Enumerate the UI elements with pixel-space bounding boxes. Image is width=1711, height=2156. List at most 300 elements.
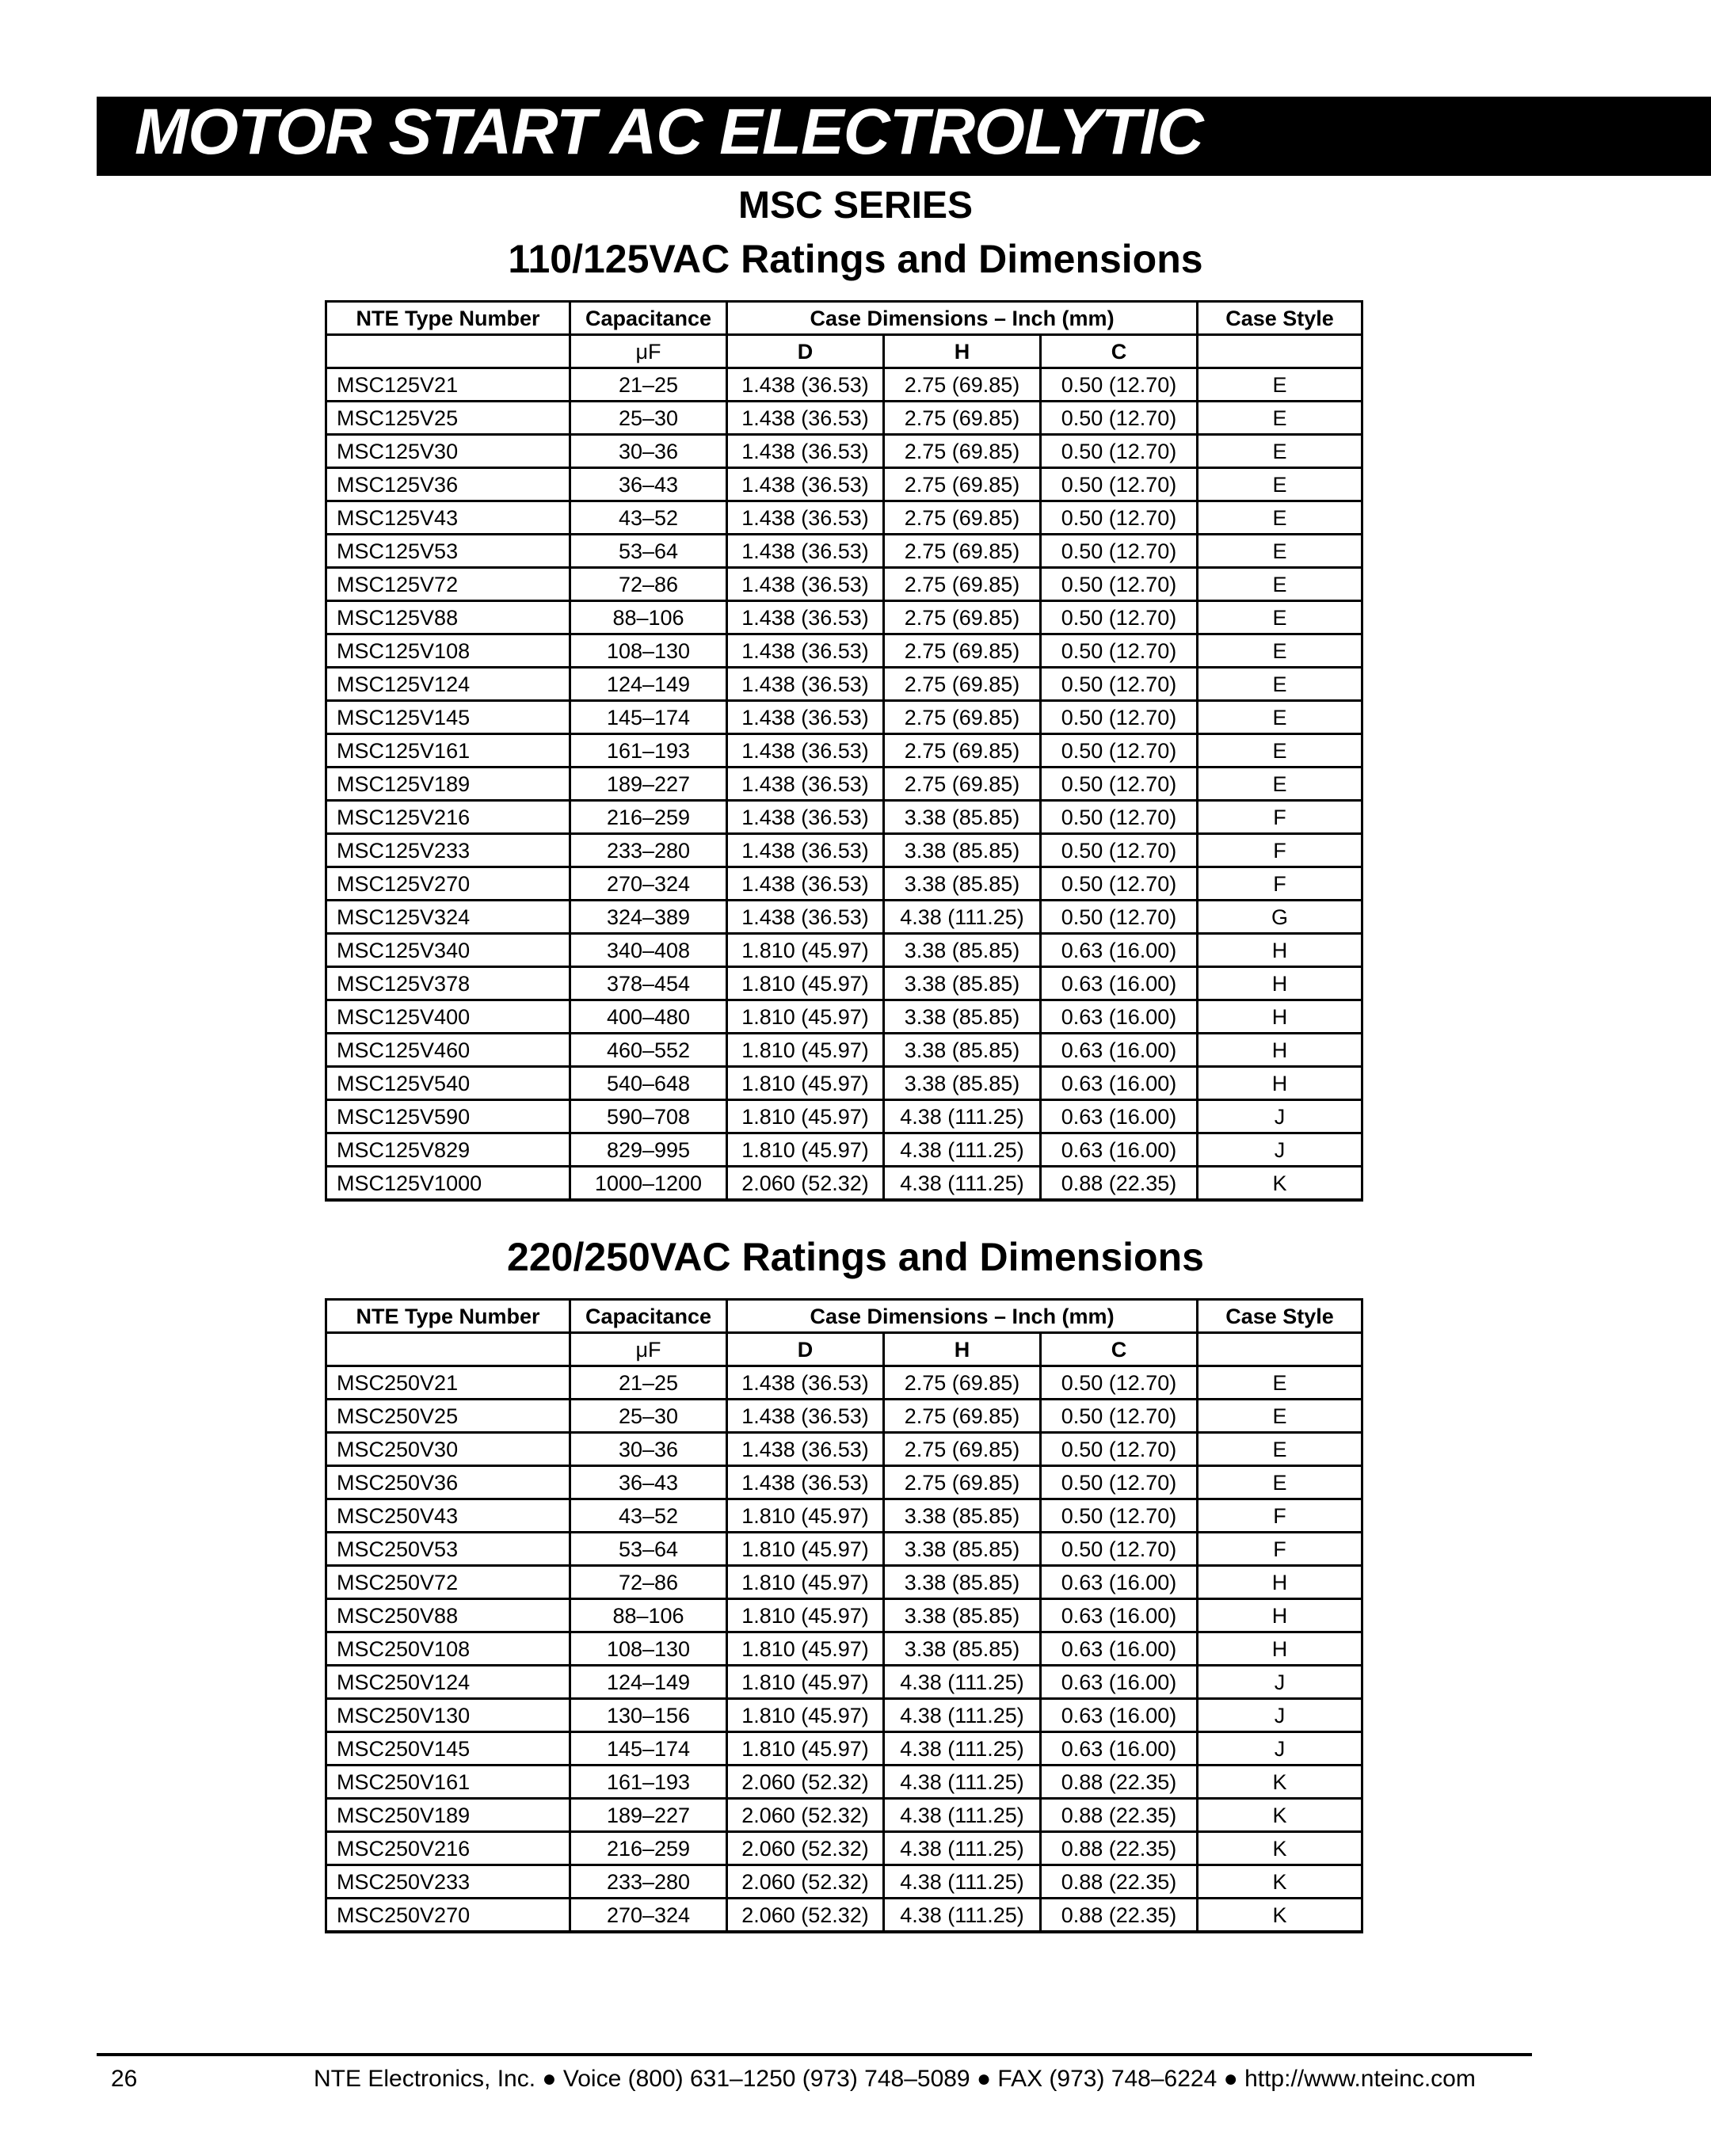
cell-d: 1.438 (36.53) (727, 402, 884, 435)
cell-h: 4.38 (111.25) (884, 901, 1041, 934)
cell-type-number: MSC125V124 (326, 668, 570, 701)
cell-capacitance: 145–174 (570, 701, 727, 734)
cell-type-number: MSC125V53 (326, 535, 570, 568)
table-row (326, 468, 1362, 501)
cell-d: 1.810 (45.97) (727, 1533, 884, 1566)
cell-h: 2.75 (69.85) (884, 468, 1041, 501)
cell-type-number: MSC250V216 (326, 1832, 570, 1865)
cell-d: 1.810 (45.97) (727, 1499, 884, 1533)
footer-contact: NTE Electronics, Inc. ● Voice (800) 631–1250 (973) 748–5089 ● FAX (973) 748–6224 ● http://www.nteinc.com (314, 2066, 1476, 2092)
cell-capacitance: 36–43 (570, 468, 727, 501)
cell-h: 2.75 (69.85) (884, 1400, 1041, 1433)
cell-case-style: H (1198, 1566, 1362, 1599)
cell-type-number: MSC125V270 (326, 867, 570, 901)
table-row (326, 734, 1362, 768)
cell-type-number: MSC250V130 (326, 1699, 570, 1732)
cell-case-style: H (1198, 1599, 1362, 1632)
cell-capacitance: 108–130 (570, 1632, 727, 1666)
cell-case-style: K (1198, 1799, 1362, 1832)
cell-type-number: MSC125V88 (326, 601, 570, 634)
cell-c: 0.63 (16.00) (1041, 1000, 1198, 1034)
cell-d: 1.810 (45.97) (727, 1632, 884, 1666)
table-row (326, 1466, 1362, 1499)
cell-type-number: MSC250V108 (326, 1632, 570, 1666)
cell-capacitance: 324–389 (570, 901, 727, 934)
cell-type-number: MSC250V72 (326, 1566, 570, 1599)
cell-case-style: H (1198, 1034, 1362, 1067)
cell-c: 0.63 (16.00) (1041, 1666, 1198, 1699)
cell-h: 4.38 (111.25) (884, 1699, 1041, 1732)
cell-h: 2.75 (69.85) (884, 368, 1041, 402)
cell-c: 0.50 (12.70) (1041, 668, 1198, 701)
cell-capacitance: 21–25 (570, 1366, 727, 1400)
cell-h: 4.38 (111.25) (884, 1799, 1041, 1832)
cell-h: 3.38 (85.85) (884, 1566, 1041, 1599)
header-blank (326, 1333, 570, 1366)
cell-h: 2.75 (69.85) (884, 1433, 1041, 1466)
cell-case-style: H (1198, 967, 1362, 1000)
header-d: D (727, 1333, 884, 1366)
cell-capacitance: 36–43 (570, 1466, 727, 1499)
cell-c: 0.50 (12.70) (1041, 1499, 1198, 1533)
cell-d: 1.438 (36.53) (727, 1466, 884, 1499)
cell-type-number: MSC125V145 (326, 701, 570, 734)
title-banner (97, 97, 1711, 176)
cell-h: 2.75 (69.85) (884, 568, 1041, 601)
cell-h: 2.75 (69.85) (884, 668, 1041, 701)
cell-c: 0.63 (16.00) (1041, 1133, 1198, 1167)
table-title-125vac: 110/125VAC Ratings and Dimensions (508, 237, 1203, 281)
cell-c: 0.50 (12.70) (1041, 768, 1198, 801)
cell-d: 1.438 (36.53) (727, 734, 884, 768)
cell-type-number: MSC125V540 (326, 1067, 570, 1100)
cell-case-style: E (1198, 468, 1362, 501)
table-title-250vac: 220/250VAC Ratings and Dimensions (507, 1235, 1204, 1279)
cell-capacitance: 829–995 (570, 1133, 727, 1167)
cell-d: 1.810 (45.97) (727, 1732, 884, 1766)
cell-d: 1.438 (36.53) (727, 834, 884, 867)
cell-d: 1.438 (36.53) (727, 535, 884, 568)
cell-d: 2.060 (52.32) (727, 1832, 884, 1865)
cell-h: 4.38 (111.25) (884, 1167, 1041, 1201)
cell-c: 0.50 (12.70) (1041, 1533, 1198, 1566)
cell-h: 2.75 (69.85) (884, 601, 1041, 634)
cell-h: 2.75 (69.85) (884, 402, 1041, 435)
cell-type-number: MSC250V30 (326, 1433, 570, 1466)
table-row (326, 768, 1362, 801)
cell-c: 0.50 (12.70) (1041, 535, 1198, 568)
cell-case-style: H (1198, 1632, 1362, 1666)
cell-h: 2.75 (69.85) (884, 1366, 1041, 1400)
cell-d: 1.810 (45.97) (727, 1100, 884, 1133)
cell-c: 0.50 (12.70) (1041, 834, 1198, 867)
cell-case-style: J (1198, 1133, 1362, 1167)
header-d: D (727, 335, 884, 368)
cell-c: 0.50 (12.70) (1041, 801, 1198, 834)
cell-d: 2.060 (52.32) (727, 1899, 884, 1933)
header-type-number: NTE Type Number (326, 302, 570, 335)
cell-capacitance: 1000–1200 (570, 1167, 727, 1201)
cell-case-style: F (1198, 867, 1362, 901)
table-row (326, 1699, 1362, 1732)
cell-capacitance: 30–36 (570, 1433, 727, 1466)
banner-title: MOTOR START AC ELECTROLYTIC (135, 96, 1203, 168)
cell-case-style: J (1198, 1732, 1362, 1766)
header-case-dimensions: Case Dimensions – Inch (mm) (727, 302, 1198, 335)
cell-h: 3.38 (85.85) (884, 1499, 1041, 1533)
cell-h: 3.38 (85.85) (884, 967, 1041, 1000)
cell-c: 0.63 (16.00) (1041, 1100, 1198, 1133)
cell-c: 0.50 (12.70) (1041, 402, 1198, 435)
cell-capacitance: 161–193 (570, 1766, 727, 1799)
cell-d: 1.438 (36.53) (727, 901, 884, 934)
table-row (326, 801, 1362, 834)
cell-type-number: MSC125V189 (326, 768, 570, 801)
cell-case-style: H (1198, 1067, 1362, 1100)
cell-capacitance: 124–149 (570, 1666, 727, 1699)
cell-h: 4.38 (111.25) (884, 1666, 1041, 1699)
cell-capacitance: 189–227 (570, 1799, 727, 1832)
cell-case-style: E (1198, 535, 1362, 568)
cell-d: 1.438 (36.53) (727, 601, 884, 634)
cell-c: 0.50 (12.70) (1041, 601, 1198, 634)
cell-case-style: H (1198, 934, 1362, 967)
cell-d: 1.438 (36.53) (727, 768, 884, 801)
footer-divider (97, 2053, 1532, 2056)
cell-h: 2.75 (69.85) (884, 1466, 1041, 1499)
cell-c: 0.50 (12.70) (1041, 701, 1198, 734)
cell-type-number: MSC250V88 (326, 1599, 570, 1632)
cell-h: 2.75 (69.85) (884, 435, 1041, 468)
cell-capacitance: 43–52 (570, 1499, 727, 1533)
table-row (326, 368, 1362, 402)
table-row (326, 1400, 1362, 1433)
cell-case-style: F (1198, 1533, 1362, 1566)
cell-d: 2.060 (52.32) (727, 1167, 884, 1201)
cell-capacitance: 216–259 (570, 1832, 727, 1865)
ratings-table-125vac (325, 300, 1363, 1202)
cell-d: 1.438 (36.53) (727, 634, 884, 668)
cell-type-number: MSC125V30 (326, 435, 570, 468)
cell-type-number: MSC125V340 (326, 934, 570, 967)
cell-d: 2.060 (52.32) (727, 1799, 884, 1832)
cell-case-style: K (1198, 1865, 1362, 1899)
cell-capacitance: 88–106 (570, 1599, 727, 1632)
table-row (326, 701, 1362, 734)
cell-type-number: MSC250V21 (326, 1366, 570, 1400)
cell-case-style: K (1198, 1167, 1362, 1201)
cell-h: 3.38 (85.85) (884, 934, 1041, 967)
cell-case-style: F (1198, 1499, 1362, 1533)
cell-c: 0.50 (12.70) (1041, 634, 1198, 668)
cell-capacitance: 30–36 (570, 435, 727, 468)
cell-case-style: E (1198, 1366, 1362, 1400)
cell-capacitance: 25–30 (570, 1400, 727, 1433)
cell-case-style: E (1198, 368, 1362, 402)
cell-c: 0.50 (12.70) (1041, 734, 1198, 768)
cell-type-number: MSC250V161 (326, 1766, 570, 1799)
cell-capacitance: 216–259 (570, 801, 727, 834)
cell-capacitance: 270–324 (570, 867, 727, 901)
cell-type-number: MSC250V145 (326, 1732, 570, 1766)
cell-c: 0.50 (12.70) (1041, 368, 1198, 402)
table-row (326, 1832, 1362, 1865)
cell-h: 3.38 (85.85) (884, 867, 1041, 901)
table-row (326, 1865, 1362, 1899)
cell-c: 0.50 (12.70) (1041, 1400, 1198, 1433)
table-row (326, 1732, 1362, 1766)
table-row (326, 1000, 1362, 1034)
cell-d: 1.810 (45.97) (727, 1566, 884, 1599)
cell-d: 1.438 (36.53) (727, 568, 884, 601)
cell-type-number: MSC125V161 (326, 734, 570, 768)
table-row (326, 867, 1362, 901)
cell-c: 0.88 (22.35) (1041, 1167, 1198, 1201)
cell-type-number: MSC125V233 (326, 834, 570, 867)
cell-capacitance: 21–25 (570, 368, 727, 402)
cell-c: 0.88 (22.35) (1041, 1832, 1198, 1865)
cell-h: 3.38 (85.85) (884, 834, 1041, 867)
cell-c: 0.63 (16.00) (1041, 1699, 1198, 1732)
cell-type-number: MSC250V53 (326, 1533, 570, 1566)
table-row (326, 1499, 1362, 1533)
table-row (326, 668, 1362, 701)
cell-type-number: MSC125V1000 (326, 1167, 570, 1201)
cell-d: 1.810 (45.97) (727, 967, 884, 1000)
header-c: C (1041, 1333, 1198, 1366)
cell-type-number: MSC125V21 (326, 368, 570, 402)
cell-case-style: E (1198, 701, 1362, 734)
cell-capacitance: 108–130 (570, 634, 727, 668)
cell-d: 2.060 (52.32) (727, 1766, 884, 1799)
cell-h: 3.38 (85.85) (884, 1599, 1041, 1632)
cell-type-number: MSC250V43 (326, 1499, 570, 1533)
cell-c: 0.50 (12.70) (1041, 435, 1198, 468)
header-capacitance: Capacitance (570, 1300, 727, 1333)
cell-type-number: MSC250V25 (326, 1400, 570, 1433)
cell-h: 4.38 (111.25) (884, 1766, 1041, 1799)
table-row (326, 1366, 1362, 1400)
cell-type-number: MSC125V43 (326, 501, 570, 535)
table-row (326, 967, 1362, 1000)
cell-capacitance: 145–174 (570, 1732, 727, 1766)
cell-capacitance: 25–30 (570, 402, 727, 435)
table-row (326, 535, 1362, 568)
cell-c: 0.50 (12.70) (1041, 867, 1198, 901)
cell-c: 0.63 (16.00) (1041, 1067, 1198, 1100)
cell-h: 2.75 (69.85) (884, 768, 1041, 801)
cell-type-number: MSC125V378 (326, 967, 570, 1000)
table-row (326, 1599, 1362, 1632)
cell-c: 0.88 (22.35) (1041, 1799, 1198, 1832)
cell-case-style: F (1198, 801, 1362, 834)
table-row (326, 1067, 1362, 1100)
cell-case-style: G (1198, 901, 1362, 934)
cell-capacitance: 161–193 (570, 734, 727, 768)
table-row (326, 1433, 1362, 1466)
table-row (326, 501, 1362, 535)
page-number: 26 (111, 2066, 138, 2092)
header-c: C (1041, 335, 1198, 368)
cell-capacitance: 53–64 (570, 1533, 727, 1566)
cell-c: 0.50 (12.70) (1041, 1366, 1198, 1400)
cell-d: 1.810 (45.97) (727, 1133, 884, 1167)
cell-case-style: H (1198, 1000, 1362, 1034)
table-row (326, 1799, 1362, 1832)
cell-h: 2.75 (69.85) (884, 501, 1041, 535)
table-row (326, 1766, 1362, 1799)
cell-case-style: K (1198, 1766, 1362, 1799)
cell-capacitance: 53–64 (570, 535, 727, 568)
cell-type-number: MSC250V124 (326, 1666, 570, 1699)
header-case-style: Case Style (1198, 302, 1362, 335)
cell-d: 1.438 (36.53) (727, 867, 884, 901)
table-row (326, 435, 1362, 468)
cell-d: 1.438 (36.53) (727, 1433, 884, 1466)
cell-h: 4.38 (111.25) (884, 1865, 1041, 1899)
cell-capacitance: 88–106 (570, 601, 727, 634)
cell-h: 2.75 (69.85) (884, 701, 1041, 734)
cell-d: 1.438 (36.53) (727, 368, 884, 402)
cell-case-style: F (1198, 834, 1362, 867)
cell-h: 4.38 (111.25) (884, 1832, 1041, 1865)
header-h: H (884, 335, 1041, 368)
cell-d: 1.438 (36.53) (727, 1366, 884, 1400)
cell-h: 3.38 (85.85) (884, 1034, 1041, 1067)
header-blank (1198, 335, 1362, 368)
cell-c: 0.50 (12.70) (1041, 901, 1198, 934)
cell-case-style: E (1198, 402, 1362, 435)
cell-c: 0.88 (22.35) (1041, 1865, 1198, 1899)
header-blank (1198, 1333, 1362, 1366)
cell-d: 1.438 (36.53) (727, 435, 884, 468)
cell-capacitance: 189–227 (570, 768, 727, 801)
cell-case-style: J (1198, 1699, 1362, 1732)
cell-h: 2.75 (69.85) (884, 734, 1041, 768)
cell-c: 0.88 (22.35) (1041, 1899, 1198, 1933)
cell-capacitance: 378–454 (570, 967, 727, 1000)
ratings-table-250vac (325, 1298, 1363, 1933)
cell-type-number: MSC250V189 (326, 1799, 570, 1832)
cell-case-style: J (1198, 1100, 1362, 1133)
cell-capacitance: 540–648 (570, 1067, 727, 1100)
cell-case-style: E (1198, 768, 1362, 801)
cell-h: 3.38 (85.85) (884, 801, 1041, 834)
cell-case-style: E (1198, 734, 1362, 768)
cell-h: 3.38 (85.85) (884, 1067, 1041, 1100)
cell-case-style: E (1198, 1466, 1362, 1499)
cell-type-number: MSC125V72 (326, 568, 570, 601)
table-row (326, 1899, 1362, 1933)
table-row (326, 1100, 1362, 1133)
cell-type-number: MSC125V216 (326, 801, 570, 834)
table-header (326, 302, 1362, 368)
table-row (326, 402, 1362, 435)
table-row (326, 934, 1362, 967)
cell-capacitance: 400–480 (570, 1000, 727, 1034)
cell-h: 4.38 (111.25) (884, 1133, 1041, 1167)
header-unit-uf: μF (570, 1333, 727, 1366)
cell-case-style: E (1198, 601, 1362, 634)
cell-case-style: E (1198, 435, 1362, 468)
cell-c: 0.63 (16.00) (1041, 1034, 1198, 1067)
cell-d: 1.810 (45.97) (727, 1034, 884, 1067)
cell-h: 2.75 (69.85) (884, 535, 1041, 568)
cell-type-number: MSC125V829 (326, 1133, 570, 1167)
cell-c: 0.63 (16.00) (1041, 1599, 1198, 1632)
table-row (326, 901, 1362, 934)
table-row (326, 1133, 1362, 1167)
cell-capacitance: 590–708 (570, 1100, 727, 1133)
cell-d: 2.060 (52.32) (727, 1865, 884, 1899)
cell-case-style: E (1198, 1400, 1362, 1433)
cell-c: 0.50 (12.70) (1041, 568, 1198, 601)
table-row (326, 568, 1362, 601)
cell-d: 1.438 (36.53) (727, 1400, 884, 1433)
cell-d: 1.810 (45.97) (727, 1599, 884, 1632)
cell-d: 1.810 (45.97) (727, 1699, 884, 1732)
cell-type-number: MSC125V36 (326, 468, 570, 501)
table-header (326, 1300, 1362, 1366)
cell-h: 4.38 (111.25) (884, 1899, 1041, 1933)
cell-type-number: MSC125V108 (326, 634, 570, 668)
cell-capacitance: 270–324 (570, 1899, 727, 1933)
cell-case-style: E (1198, 568, 1362, 601)
cell-h: 3.38 (85.85) (884, 1000, 1041, 1034)
header-case-dimensions: Case Dimensions – Inch (mm) (727, 1300, 1198, 1333)
cell-c: 0.63 (16.00) (1041, 1632, 1198, 1666)
cell-c: 0.63 (16.00) (1041, 1732, 1198, 1766)
table-row (326, 1034, 1362, 1067)
cell-c: 0.50 (12.70) (1041, 1466, 1198, 1499)
cell-c: 0.50 (12.70) (1041, 501, 1198, 535)
cell-d: 1.438 (36.53) (727, 501, 884, 535)
cell-case-style: E (1198, 501, 1362, 535)
cell-d: 1.810 (45.97) (727, 1000, 884, 1034)
cell-type-number: MSC125V590 (326, 1100, 570, 1133)
cell-h: 2.75 (69.85) (884, 634, 1041, 668)
cell-c: 0.63 (16.00) (1041, 967, 1198, 1000)
cell-d: 1.438 (36.53) (727, 701, 884, 734)
cell-d: 1.810 (45.97) (727, 1666, 884, 1699)
cell-c: 0.50 (12.70) (1041, 468, 1198, 501)
cell-type-number: MSC125V460 (326, 1034, 570, 1067)
cell-case-style: K (1198, 1899, 1362, 1933)
cell-type-number: MSC125V25 (326, 402, 570, 435)
header-unit-uf: μF (570, 335, 727, 368)
table-row (326, 1566, 1362, 1599)
cell-case-style: E (1198, 668, 1362, 701)
cell-d: 1.810 (45.97) (727, 934, 884, 967)
cell-type-number: MSC250V270 (326, 1899, 570, 1933)
header-case-style: Case Style (1198, 1300, 1362, 1333)
cell-case-style: E (1198, 634, 1362, 668)
cell-h: 3.38 (85.85) (884, 1533, 1041, 1566)
cell-case-style: J (1198, 1666, 1362, 1699)
cell-capacitance: 124–149 (570, 668, 727, 701)
cell-case-style: K (1198, 1832, 1362, 1865)
cell-h: 3.38 (85.85) (884, 1632, 1041, 1666)
cell-type-number: MSC125V324 (326, 901, 570, 934)
cell-d: 1.438 (36.53) (727, 801, 884, 834)
cell-capacitance: 233–280 (570, 1865, 727, 1899)
table-row (326, 1632, 1362, 1666)
cell-h: 4.38 (111.25) (884, 1732, 1041, 1766)
cell-capacitance: 233–280 (570, 834, 727, 867)
table-row (326, 834, 1362, 867)
table-row (326, 1167, 1362, 1201)
series-title: MSC SERIES (737, 185, 974, 227)
